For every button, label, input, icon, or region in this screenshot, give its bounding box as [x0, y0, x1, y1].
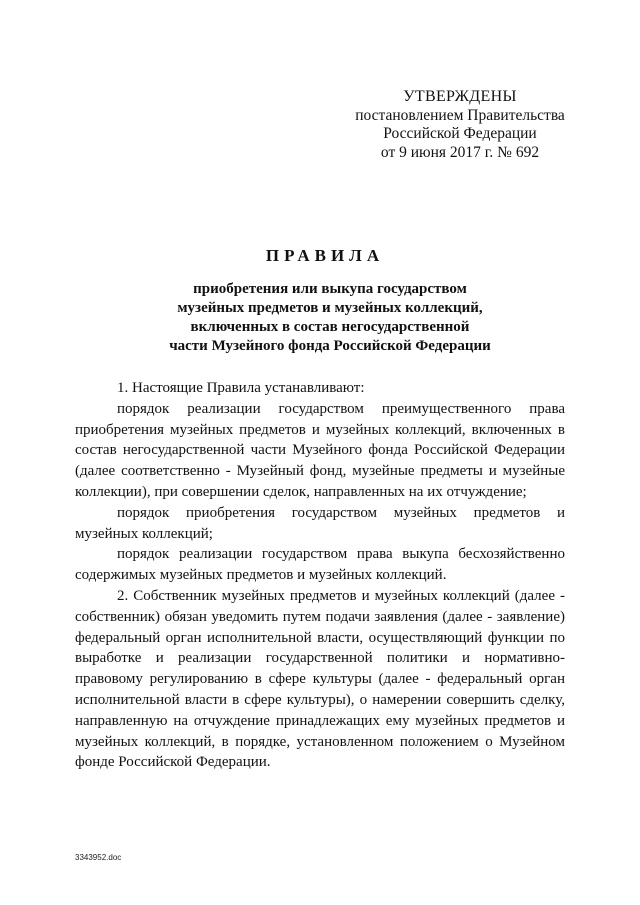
- document-title: ПРАВИЛА: [265, 246, 385, 265]
- paragraph-3: порядок приобретения государством музейных предметов и музейных коллекций;: [75, 504, 565, 542]
- approval-line-3: от 9 июня 2017 г. № 692: [380, 143, 540, 161]
- subtitle-line-4: части Музейного фонда Российской Федерации: [169, 338, 491, 354]
- paragraph-1: 1. Настоящие Правила устанавливают:: [117, 380, 365, 396]
- file-code: 3343952.doc: [75, 853, 122, 862]
- paragraph-2: порядок реализации государством преимущественного права приобретения музейных предметов и музейных коллекций, включенных в состав негосударственной части Музейного фонда Российской Федерации (далее соответственно - Музейный фонд, музейные предметы и музейные коллекции), при совершении сделок, направленных на их отчуждение;: [75, 400, 565, 500]
- approval-line-1: постановлением Правительства: [355, 106, 565, 124]
- paragraph-5: 2. Собственник музейных предметов и музейных коллекций (далее - собственник) обязан уведомить путем подачи заявления (далее - заявление) федеральный орган исполнительной власти, осуществляющий функции по выработке и реализации государственной политики и нормативно-правовому регулированию в сфере культуры (далее - федеральный орган исполнительной власти в сфере культуры), о намерении совершить сделку, направленную на отчуждение принадлежащих ему музейных предметов и музейных коллекций, в порядке, установленном положением о Музейном фонде Российской Федерации.: [75, 587, 565, 771]
- paragraph-4: порядок реализации государством права выкупа бесхозяйственно содержимых музейных предметов и музейных коллекций.: [75, 546, 565, 584]
- document-heading: [0, 246, 640, 356]
- approval-block: [340, 88, 580, 162]
- subtitle-line-1: приобретения или выкупа государством: [193, 281, 467, 297]
- approval-line-2: Российской Федерации: [383, 125, 537, 142]
- subtitle-line-2: музейных предметов и музейных коллекций,: [177, 300, 483, 316]
- document-subtitle: [130, 280, 510, 356]
- document-body: [75, 378, 565, 773]
- approval-title: УТВЕРЖДЕНЫ: [403, 88, 517, 105]
- subtitle-line-3: включенных в состав негосударственной: [190, 319, 470, 335]
